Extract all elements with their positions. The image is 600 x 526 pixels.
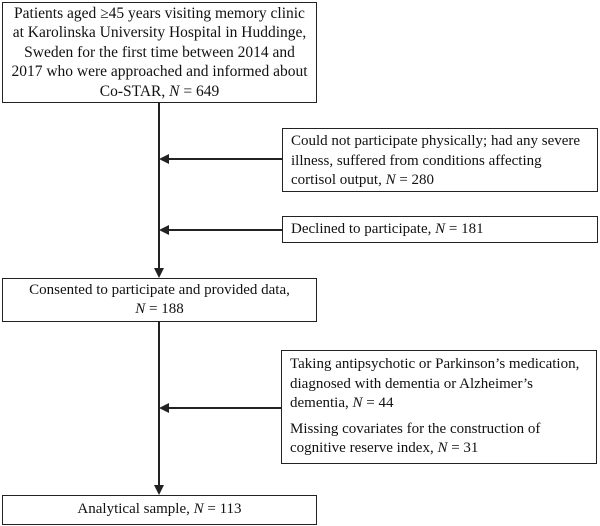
enrolled-line-1: Patients aged ≥45 years visiting memory clinic (14, 4, 305, 22)
analytical-box (2, 495, 317, 525)
enrolled-line-5 (100, 82, 219, 102)
exclusion-connector-1 (168, 158, 282, 160)
excluded-missing-text: Missing covariates for the construction of cognitive reserve index, (290, 420, 541, 456)
analytical-count: = 113 (203, 501, 242, 518)
declined-text: Declined to participate, (291, 221, 436, 237)
declined-box (282, 216, 598, 243)
excluded-medication-count: = 44 (362, 395, 394, 411)
analytical-text: Analytical sample, (77, 501, 194, 518)
enrolled-box (2, 2, 317, 103)
n-label: N (352, 395, 363, 411)
excluded-medication-text: Taking antipsychotic or Parkinson’s medication, diagnosed with dementia or Alzheimer’s dementia, (290, 356, 580, 411)
excluded-physical-count: = 280 (395, 172, 435, 188)
enrolled-line-2: at Karolinska University Hospital in Huddinge, (12, 24, 307, 42)
exclusion-connector-2 (168, 229, 282, 231)
excluded-physical-text: Could not participate physically; had any severe illness, suffered from conditions affecting cortisol output, (291, 133, 581, 188)
excluded-missing-para-2 (290, 420, 588, 459)
analytical-line (77, 500, 241, 520)
n-label: N (437, 440, 448, 456)
main-flow-line-1 (158, 103, 160, 268)
excluded-medication-box (281, 350, 597, 464)
excluded-physical-box (282, 128, 598, 192)
declined-count: = 181 (445, 221, 484, 237)
consented-line-2 (135, 300, 183, 320)
n-label: N (135, 301, 146, 317)
enrolled-count: = 649 (179, 82, 220, 100)
exclusion-connector-3 (168, 407, 281, 409)
enrolled-line-4: 2017 who were approached and informed about (11, 63, 308, 81)
consented-box (2, 278, 317, 322)
arrow-down-icon (154, 485, 164, 495)
arrow-left-icon (159, 225, 169, 235)
consented-count: = 188 (145, 301, 184, 317)
n-label: N (385, 172, 396, 188)
consented-line-1: Consented to participate and provided data, (29, 281, 290, 298)
n-label: N (193, 501, 204, 518)
excluded-medication-para-1 (290, 355, 588, 414)
arrow-left-icon (159, 154, 169, 164)
n-label: N (169, 82, 180, 100)
enrolled-line-3: Sweden for the first time between 2014 and (24, 43, 295, 61)
excluded-missing-count: = 31 (447, 440, 479, 456)
n-label: N (435, 221, 446, 237)
arrow-left-icon (159, 403, 169, 413)
arrow-down-icon (154, 268, 164, 278)
enrolled-prefix: Co-STAR, (99, 82, 170, 100)
